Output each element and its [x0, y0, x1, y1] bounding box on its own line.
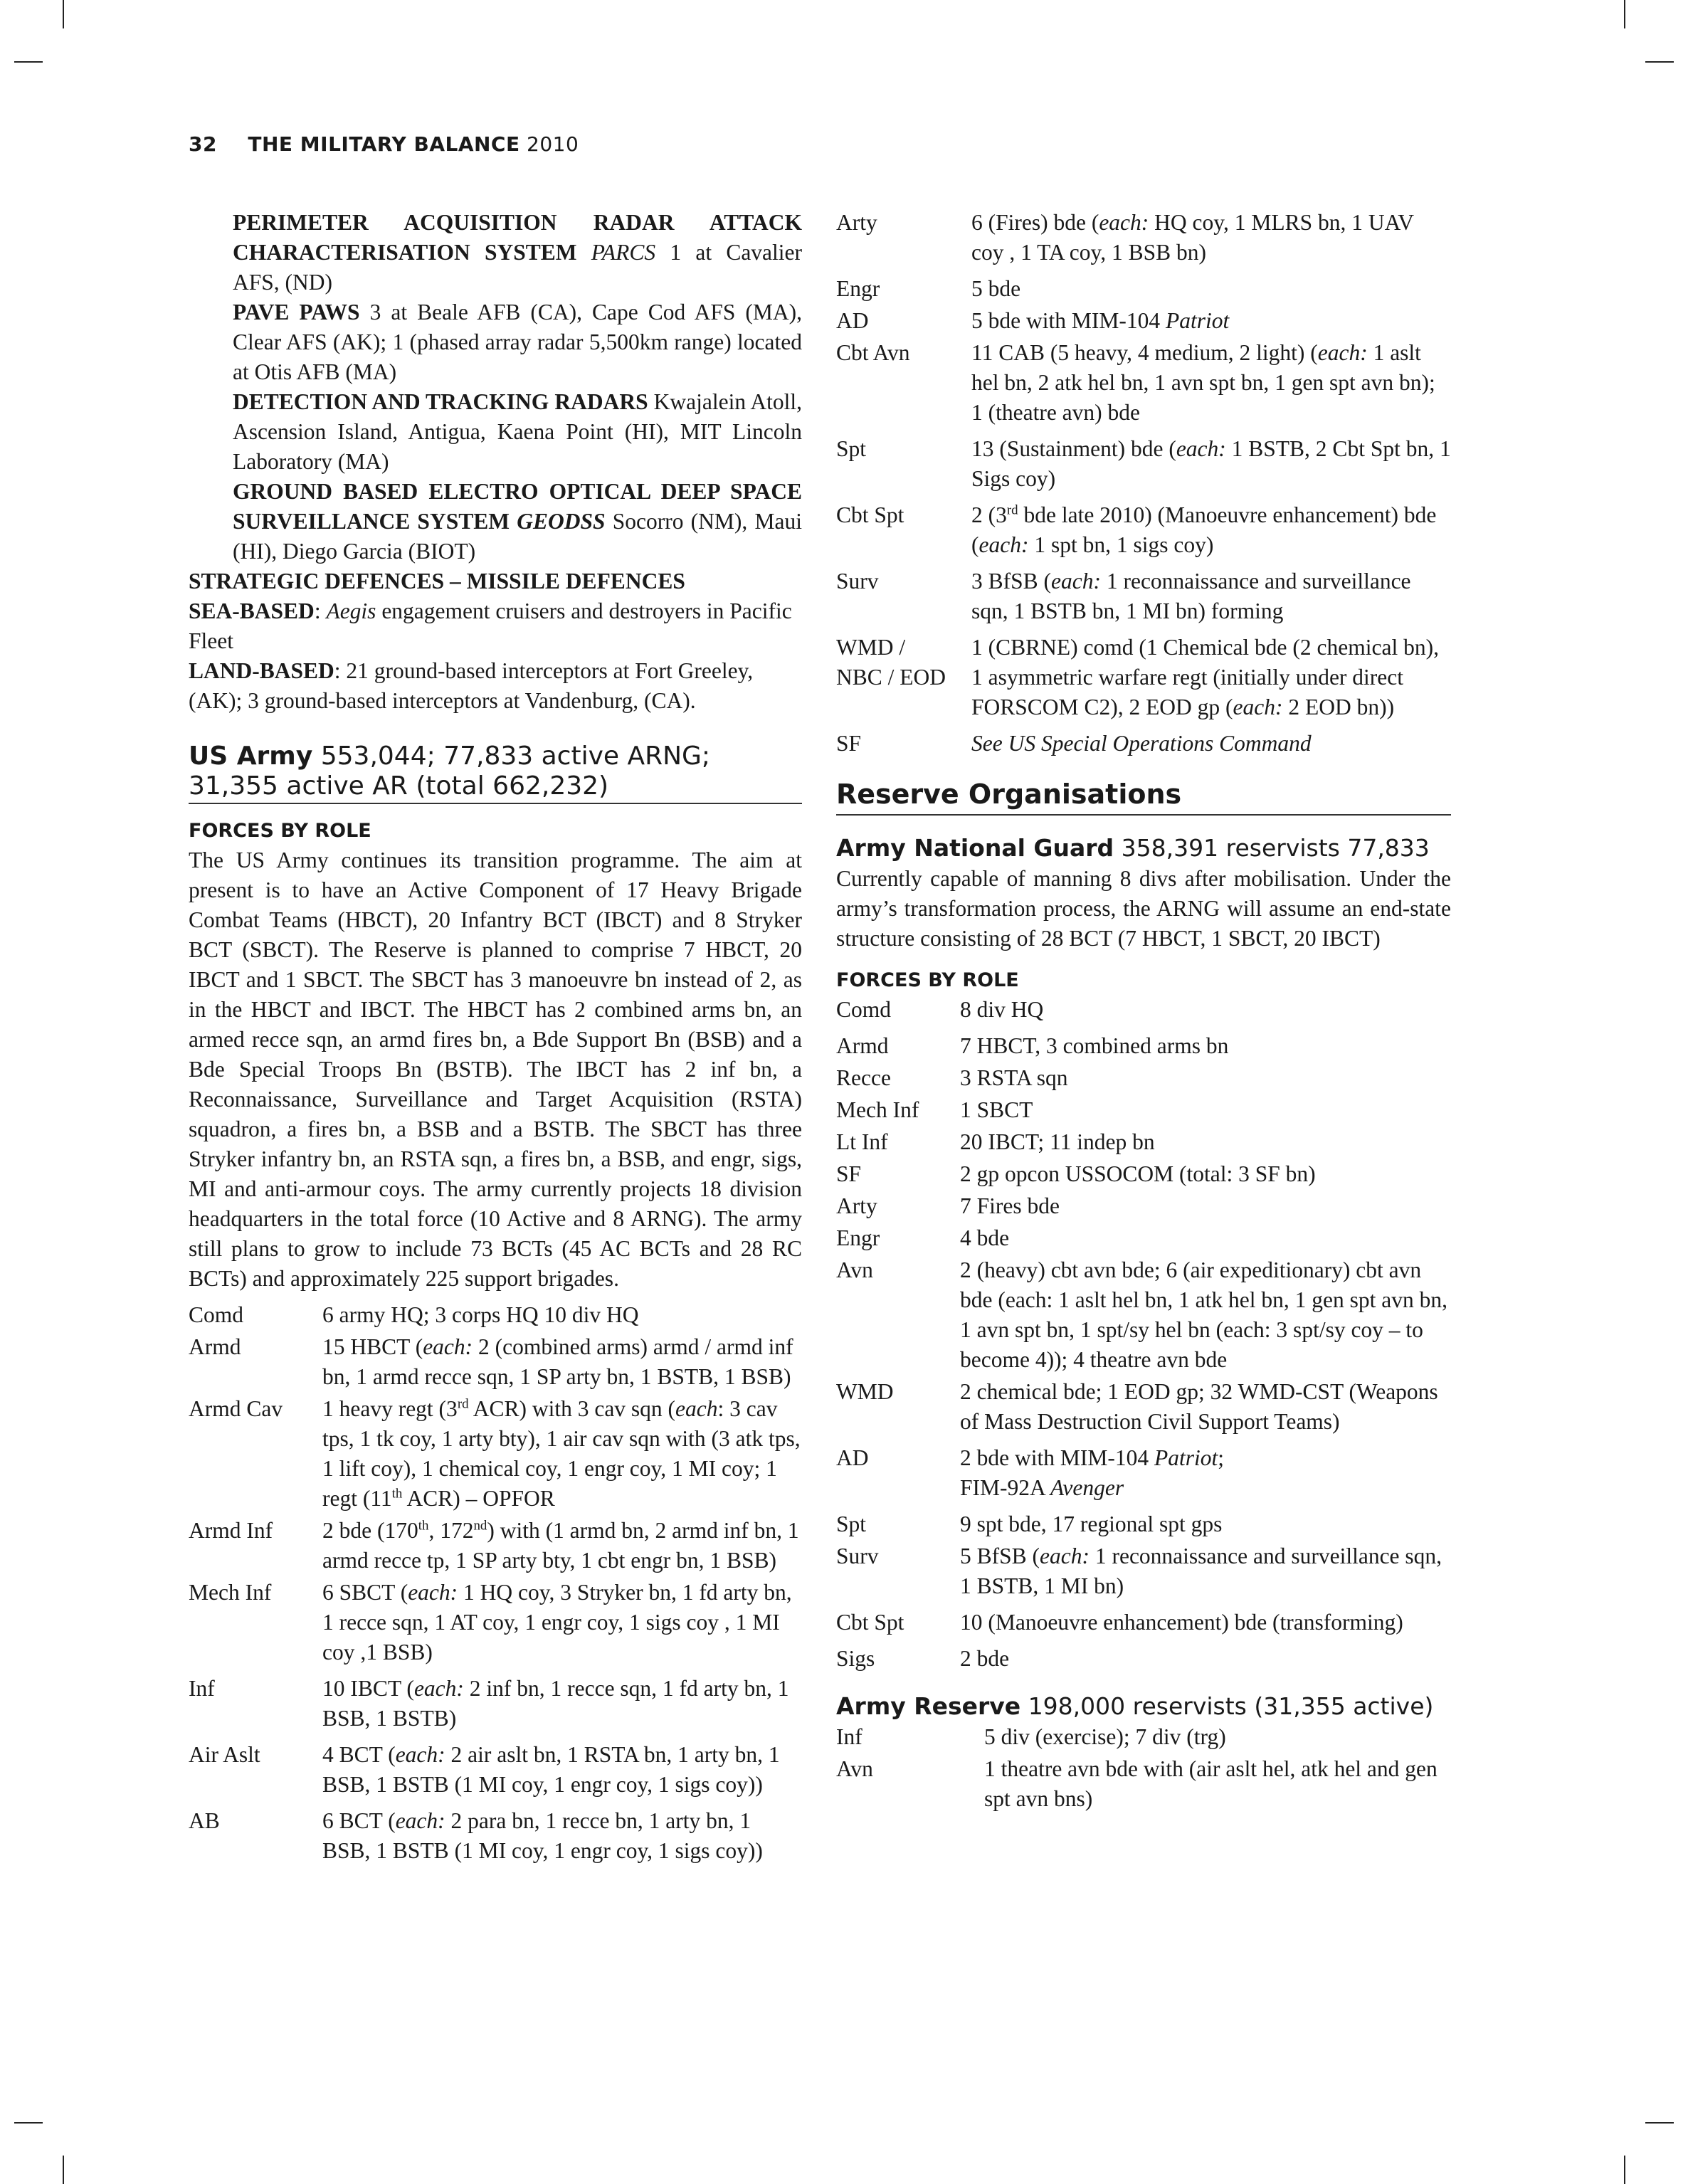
sea-based-entry: SEA-BASED: Aegis engagement cruisers and destroyers in Pacific Fleet: [189, 598, 792, 653]
ng-row: [836, 1159, 1451, 1189]
army-reserve-heading: Army Reserve 198,000 reservists (31,355 active): [836, 1692, 1434, 1720]
ng-row-label: Armd: [836, 1033, 889, 1058]
ng-row-value: 7 Fires bde: [960, 1193, 1060, 1218]
ng-row-label: Recce: [836, 1065, 891, 1090]
crop-mark: [63, 2156, 64, 2184]
role-row-inf: Inf 10 IBCT (each: 2 inf bn, 1 recce sqn, 1 fd arty bn, 1 BSB, 1 BSTB): [189, 1676, 789, 1731]
ng-row-surv: Surv 5 BfSB (each: 1 reconnaissance and surveillance sqn, 1 BSTB, 1 MI bn): [836, 1544, 1442, 1598]
arng-intro-paragraph: Currently capable of manning 8 divs after mobilisation. Under the army’s transformation process, the ARNG will assume an end-state structure consisting of 28 BCT (7 HBCT, 1 SBCT, 20 IBCT): [836, 866, 1451, 951]
crop-mark: [14, 2122, 43, 2124]
ar-role-table: [836, 1722, 1451, 1814]
right-column: [836, 208, 1451, 1816]
running-header: [189, 132, 579, 156]
ng-row: [836, 1095, 1451, 1125]
ng-row-value: 1 SBCT: [960, 1097, 1033, 1122]
arng-role-table: [836, 995, 1451, 1674]
ng-row: [836, 1377, 1451, 1437]
ng-row-sigs: Sigs 2 bde: [836, 1646, 1010, 1671]
crop-mark: [14, 61, 43, 63]
role-row-wmd: WMD / NBC / EOD 1 (CBRNE) comd (1 Chemical bde (2 chemical bn), 1 asymmetric warfare regt (initially under direct FORSCOM C2), 2 EOD gp (each: 2 EOD bn)): [836, 635, 1439, 719]
ng-row: [836, 1063, 1451, 1093]
crop-mark: [1645, 61, 1674, 63]
crop-mark: [1645, 2122, 1674, 2124]
role-row-air-aslt: Air Aslt 4 BCT (each: 2 air aslt bn, 1 RSTA bn, 1 arty bn, 1 BSB, 1 BSTB (1 MI coy, 1 engr coy, 1 sigs coy)): [189, 1742, 780, 1797]
ng-row-value: 2 chemical bde; 1 EOD gp; 32 WMD-CST (Weapons of Mass Destruction Civil Support Teams): [960, 1379, 1438, 1434]
ng-row-label: Engr: [836, 1225, 880, 1250]
role-row-armd-cav: Armd Cav 1 heavy regt (3rd ACR) with 3 cav sqn (each: 3 cav tps, 1 tk coy, 1 arty bty), 1 air cav sqn with (3 atk tps, 1 lift coy), 1 chemical coy, 1 engr coy, 1 MI coy; 1 regt (11th ACR) – OPFOR: [189, 1396, 801, 1511]
role-row-cbt-spt: Cbt Spt 2 (3rd bde late 2010) (Manoeuvre enhancement) bde (each: 1 spt bn, 1 sigs coy): [836, 502, 1437, 557]
ng-row: [836, 1255, 1451, 1375]
role-row-engr: Engr 5 bde: [836, 276, 1021, 301]
arng-heading: Army National Guard 358,391 reservists 77,833: [836, 834, 1430, 862]
army-intro-paragraph: The US Army continues its transition programme. The aim at present is to have an Active Component of 17 Heavy Brigade Combat Teams (HBCT), 20 Infantry BCT (IBCT) and 8 Stryker BCT (SBCT). The Reserve is planned to comprise 7 HBCT, 20 IBCT and 1 SBCT. The SBCT has 3 manoeuvre bn instead of 2, as in the HBCT and IBCT. The HBCT has 2 combined arms bn, an armed recce sqn, an armd fires bn, a Bde Support Bn (BSB) and a Bde Special Troops Bn (BSTB). The IBCT has 2 inf bn, a Reconnaissance, Surveillance and Target Acquisition (RSTA) squadron, a fires bn, a BSB and a BSTB. The SBCT has three Stryker infantry bn, an RSTA sqn, a fires bn, a BSB, and engr, sigs, MI and anti-armour coys. The army currently projects 18 division headquarters in the total force (10 Active and 8 ARNG). The army still plans to grow to include 73 BCTs (45 AC BCTs and 28 RC BCTs) and approximately 225 support brigades.: [189, 848, 802, 1291]
dtr-entry: DETECTION AND TRACKING RADARS Kwajalein Atoll, Ascension Island, Antigua, Kaena Point (HI), MIT Lincoln Laboratory (MA): [233, 389, 803, 474]
role-row-surv: Surv 3 BfSB (each: 1 reconnaissance and surveillance sqn, 1 BSTB bn, 1 MI bn) forming: [836, 569, 1411, 623]
ng-row-label: Arty: [836, 1193, 877, 1218]
role-row-comd: Comd 6 army HQ; 3 corps HQ 10 div HQ: [189, 1302, 639, 1327]
ng-row: [836, 1031, 1451, 1061]
us-army-heading: US Army 553,044; 77,833 active ARNG; 31,355 active AR (total 662,232): [189, 742, 802, 804]
reserve-organisations-heading: Reserve Organisations: [836, 777, 1451, 816]
ng-row-value: 8 div HQ: [960, 997, 1044, 1022]
ng-row-value: 3 RSTA sqn: [960, 1065, 1068, 1090]
ar-row-inf: Inf 5 div (exercise); 7 div (trg): [836, 1724, 1226, 1749]
crop-mark: [1624, 0, 1625, 28]
ng-row-value: 20 IBCT; 11 indep bn: [960, 1129, 1155, 1154]
ng-row-value: 2 gp opcon USSOCOM (total: 3 SF bn): [960, 1161, 1316, 1186]
ng-row-value: 7 HBCT, 3 combined arms bn: [960, 1033, 1229, 1058]
strategic-defences-heading: STRATEGIC DEFENCES – MISSILE DEFENCES: [189, 569, 685, 594]
ng-row-label: Comd: [836, 997, 892, 1022]
role-row-ad: AD 5 bde with MIM-104 Patriot: [836, 308, 1230, 333]
geodss-entry: GROUND BASED ELECTRO OPTICAL DEEP SPACE SURVEILLANCE SYSTEM GEODSS Socorro (NM), Maui (HI), Diego Garcia (BIOT): [233, 479, 803, 564]
ng-row: [836, 1127, 1451, 1157]
ng-row-value: 4 bde: [960, 1225, 1010, 1250]
ng-row: [836, 1223, 1451, 1253]
ng-row-label: SF: [836, 1161, 862, 1186]
page-number: 32: [189, 132, 217, 156]
crop-mark: [1624, 2156, 1625, 2184]
parcs-entry: PERIMETER ACQUISITION RADAR ATTACK CHARACTERISATION SYSTEM PARCS 1 at Cavalier AFS, (ND): [233, 210, 803, 295]
ar-row-avn: Avn 1 theatre avn bde with (air aslt hel, atk hel and gen spt avn bns): [836, 1756, 1438, 1811]
ng-row-label: Avn: [836, 1257, 873, 1282]
land-based-entry: LAND-BASED: 21 ground-based interceptors at Fort Greeley, (AK); 3 ground-based interceptors at Vandenburg, (CA).: [189, 658, 754, 713]
crop-mark: [63, 0, 64, 28]
ng-row-label: Mech Inf: [836, 1097, 919, 1122]
role-row-cbt-avn: Cbt Avn 11 CAB (5 heavy, 4 medium, 2 light) (each: 1 aslt hel bn, 2 atk hel bn, 1 avn spt bn, 1 gen spt avn bn); 1 (theatre avn) bde: [836, 340, 1435, 425]
role-row-spt: Spt 13 (Sustainment) bde (each: 1 BSTB, 2 Cbt Spt bn, 1 Sigs coy): [836, 436, 1451, 491]
ng-row-cbt-spt: Cbt Spt 10 (Manoeuvre enhancement) bde (transforming): [836, 1610, 1403, 1635]
role-row-arty: Arty 6 (Fires) bde (each: HQ coy, 1 MLRS bn, 1 UAV coy , 1 TA coy, 1 BSB bn): [836, 210, 1414, 265]
forces-by-role-heading: FORCES BY ROLE: [189, 820, 371, 842]
ng-row-value: 2 (heavy) cbt avn bde; 6 (air expeditionary) cbt avn bde (each: 1 aslt hel bn, 1 atk hel bn, 1 gen spt avn bn, 1 avn spt bn, 1 spt/sy hel bn (each: 3 spt/sy coy – to become 4)); 4 theatre avn bde: [960, 1257, 1447, 1372]
ng-row-label: Lt Inf: [836, 1129, 888, 1154]
left-column: [189, 208, 802, 1868]
publication-title: THE MILITARY BALANCE: [248, 132, 520, 156]
ng-row-label: WMD: [836, 1379, 894, 1404]
ng-row-ad: AD 2 bde with MIM-104 Patriot; FIM-92A Avenger: [836, 1445, 1225, 1500]
forces-by-role-heading-ng: FORCES BY ROLE: [836, 969, 1019, 991]
pave-paws-entry: PAVE PAWS 3 at Beale AFB (CA), Cape Cod AFS (MA), Clear AFS (AK); 1 (phased array radar 5,500km range) located at Otis AFB (MA): [233, 300, 803, 384]
publication-year: 2010: [527, 132, 579, 156]
role-row-sf: SF See US Special Operations Command: [836, 731, 1312, 756]
ng-row: [836, 1191, 1451, 1221]
role-row-ab: AB 6 BCT (each: 2 para bn, 1 recce bn, 1 arty bn, 1 BSB, 1 BSTB (1 MI coy, 1 engr coy, 1 sigs coy)): [189, 1808, 763, 1863]
role-row-armd: Armd 15 HBCT (each: 2 (combined arms) armd / armd inf bn, 1 armd recce sqn, 1 SP arty bn, 1 BSTB, 1 BSB): [189, 1334, 793, 1389]
ng-row-spt: Spt 9 spt bde, 17 regional spt gps: [836, 1512, 1223, 1536]
ng-row: [836, 995, 1451, 1025]
role-row-mech-inf: Mech Inf 6 SBCT (each: 1 HQ coy, 3 Stryker bn, 1 fd arty bn, 1 recce sqn, 1 AT coy, 1 engr coy, 1 sigs coy , 1 MI coy ,1 BSB): [189, 1580, 792, 1665]
role-row-armd-inf: Armd Inf 2 bde (170th, 172nd) with (1 armd bn, 2 armd inf bn, 1 armd recce tp, 1 SP arty bty, 1 cbt engr bn, 1 BSB): [189, 1518, 799, 1573]
